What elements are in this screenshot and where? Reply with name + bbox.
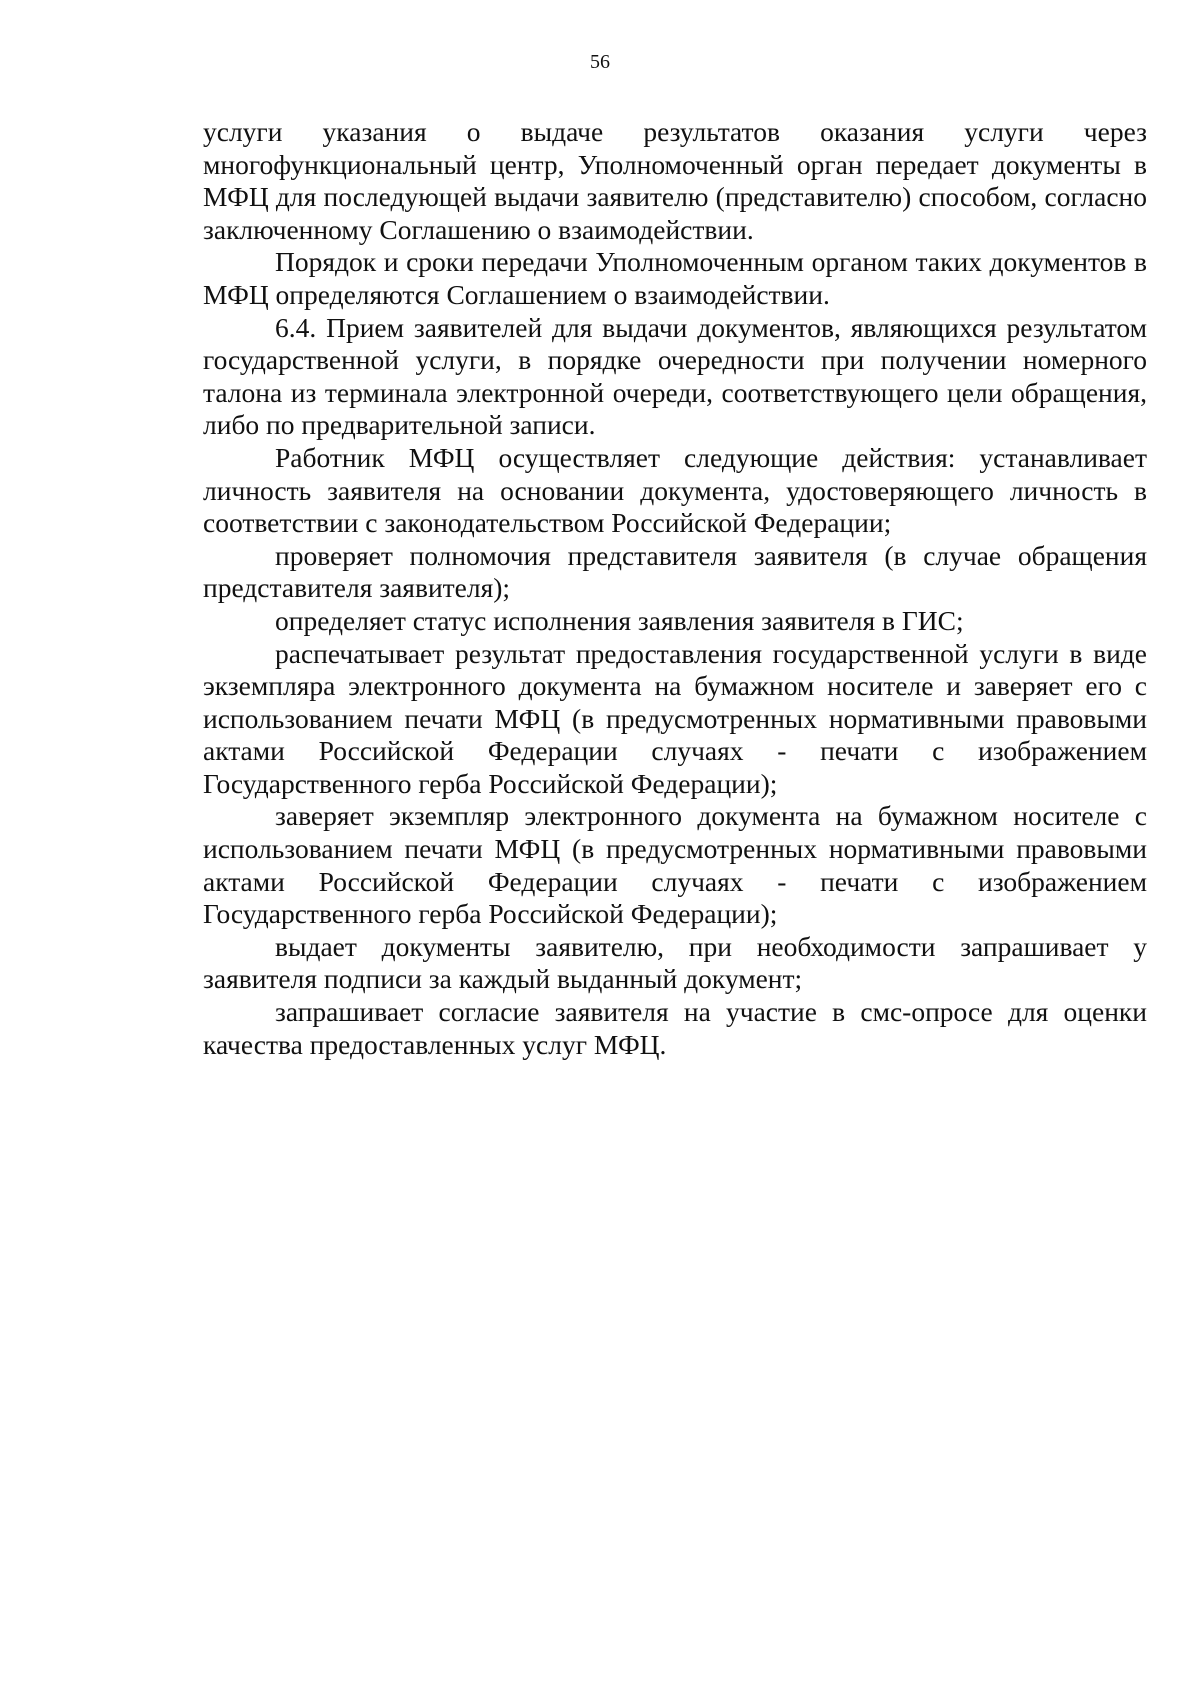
paragraph-issue-documents: выдает документы заявителю, при необходимости запрашивает у заявителя подписи за каждый выданный документ; [203,930,1147,995]
paragraph-check-authority: проверяет полномочия представителя заявителя (в случае обращения представителя заявителя); [203,539,1147,604]
paragraph-certify-copy: заверяет экземпляр электронного документа на бумажном носителе с использованием печати МФЦ (в предусмотренных нормативными правовыми актами Российской Федерации случаях - печати с изображением Государственного герба Российской Федерации); [203,800,1147,930]
paragraph-print-result: распечатывает результат предоставления государственной услуги в виде экземпляра электронного документа на бумажном носителе и заверяет его с использованием печати МФЦ (в предусмотренных нормативными правовыми актами Российской Федерации случаях - печати с изображением Государственного герба Российской Федерации); [203,637,1147,799]
page-number: 56 [590,51,610,73]
paragraph-status-check: определяет статус исполнения заявления заявителя в ГИС; [275,604,964,636]
paragraph-mfc-transfer: услуги указания о выдаче результатов оказания услуги через многофункциональный центр, Уполномоченный орган передает документы в МФЦ для последующей выдачи заявителю (представителю) способом, согласно заключенному Соглашению о взаимодействии. [203,116,1147,245]
paragraph-reception-6-4: 6.4. Прием заявителей для выдачи документов, являющихся результатом государственной услуги, в порядке очередности при получении номерного талона из терминала электронной очереди, соответствующего цели обращения, либо по предварительной записи. [203,311,1147,441]
document-body [203,116,1147,1061]
paragraph-sms-survey: запрашивает согласие заявителя на участие в смс-опросе для оценки качества предоставленных услуг МФЦ. [203,996,1147,1060]
paragraph-transfer-procedure: Порядок и сроки передачи Уполномоченным органом таких документов в МФЦ определяются Соглашением о взаимодействии. [203,246,1147,310]
paragraph-employee-actions: Работник МФЦ осуществляет следующие действия: устанавливает личность заявителя на основании документа, удостоверяющего личность в соответствии с законодательством Российской Федерации; [203,441,1147,539]
